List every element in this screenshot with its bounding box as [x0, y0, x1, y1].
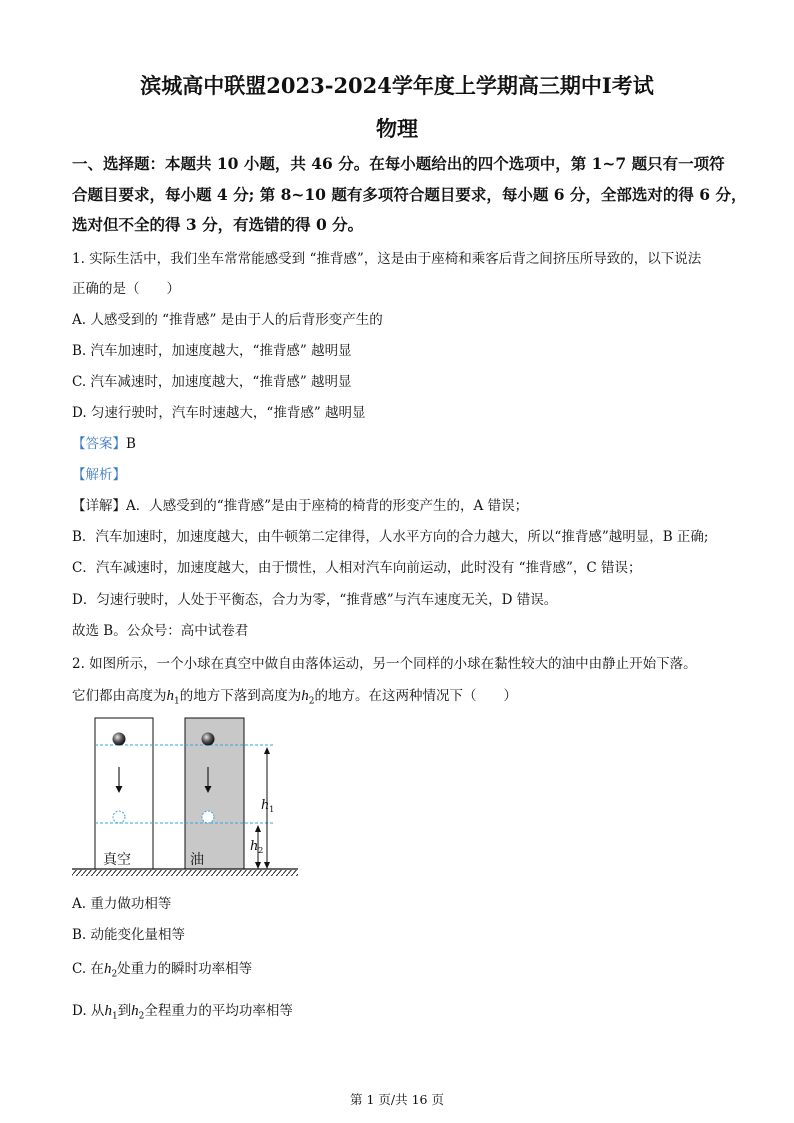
q2-option-d [72, 999, 293, 1022]
h2-symbol: h [301, 688, 309, 704]
vacuum-label: 真空 [103, 852, 131, 868]
h2-symbol: h [103, 961, 112, 977]
q2-option-d-text-a: D. 从 [72, 1003, 105, 1019]
ball-oil [202, 733, 215, 746]
h2-subscript: 2 [111, 969, 118, 980]
h2-label-subscript: 2 [258, 846, 264, 856]
ground-hatching [72, 870, 298, 876]
h2-symbol: h [131, 1003, 139, 1019]
q1-stem-line-2: 正确的是（ ） [72, 281, 180, 297]
q2-option-c-text-a: C. 在 [72, 961, 104, 977]
section-header-line-1: 一、选择题：本题共 10 小题，共 46 分。在每小题给出的四个选项中，第 1~7 题只有一项符 [72, 154, 725, 173]
oil-container [185, 718, 244, 869]
q2-stem-text-c: 的地方。在这两种情况下（ ） [314, 688, 517, 704]
q1-conclusion: 故选 B。公众号：高中试卷君 [72, 623, 249, 639]
q2-option-d-text-c: 全程重力的平均功率相等 [144, 1003, 293, 1019]
q2-option-a: A. 重力做功相等 [72, 896, 172, 912]
q2-option-c [72, 957, 252, 980]
subject-title: 物理 [376, 116, 418, 141]
ball-oil-end [202, 811, 214, 823]
h1-subscript: 1 [111, 1011, 118, 1022]
h2-subscript: 2 [138, 1011, 145, 1022]
section-header-line-2: 合题目要求，每小题 4 分; 第 8~10 题有多项符合题目要求，每小题 6 分，全部选对的得 6 分， [72, 185, 747, 204]
h2-subscript: 2 [308, 696, 315, 707]
q2-option-d-text-b: 到 [117, 1003, 132, 1019]
q1-detail-line-3: C．汽车减速时，加速度越大，由于惯性，人相对汽车向前运动，此时没有 “推背感”，C 错误； [72, 560, 642, 576]
oil-label: 油 [190, 852, 204, 868]
q1-option-c: C. 汽车减速时，加速度越大，“推背感” 越明显 [72, 374, 352, 390]
h1-symbol: h [104, 1003, 112, 1019]
q2-stem-text-a: 它们都由高度为 [72, 688, 167, 704]
q2-stem-text-b: 的地方下落到高度为 [179, 688, 302, 704]
q1-answer [72, 432, 136, 452]
q1-detail-line-2: B．汽车加速时，加速度越大，由牛顿第二定律得，人水平方向的合力越大，所以“推背感”越明显，B 正确; [72, 529, 709, 545]
answer-tag: 【答案】 [72, 436, 126, 452]
document-title: 滨城高中联盟2023-2024学年度上学期高三期中Ⅰ考试 [140, 73, 654, 98]
q2-option-b: B. 动能变化量相等 [72, 927, 186, 943]
q2-option-c-text-b: 处重力的瞬时功率相等 [117, 961, 253, 977]
q1-detail-line-4: D．匀速行驶时，人处于平衡态，合力为零，“推背感”与汽车速度无关，D 错误。 [72, 592, 558, 608]
q1-option-b: B. 汽车加速时，加速度越大，“推背感” 越明显 [72, 343, 352, 359]
h1-label: h [261, 798, 270, 813]
falling-ball-figure [68, 712, 308, 882]
ball-vacuum [113, 733, 126, 746]
analysis-tag: 【解析】 [72, 467, 126, 483]
q1-option-a: A. 人感受到的 “推背感” 是由于人的后背形变产生的 [72, 312, 383, 328]
page-number: 第 1 页/共 16 页 [350, 1092, 444, 1107]
q1-option-d: D. 匀速行驶时，汽车时速越大，“推背感” 越明显 [72, 405, 366, 421]
h2-label: h [250, 839, 259, 854]
q2-stem-line-2 [72, 684, 517, 707]
h1-subscript: 1 [174, 696, 180, 707]
q1-stem-line-1: 1. 实际生活中，我们坐车常常能感受到 “推背感”，这是由于座椅和乘客后背之间挤压所导致的，以下说法 [72, 251, 702, 267]
answer-value: B [126, 436, 136, 452]
h1-label-subscript: 1 [269, 805, 275, 815]
q1-detail-line-1: 【详解】A．人感受到的“推背感”是由于座椅的椅背的形变产生的，A 错误； [72, 498, 529, 514]
q2-stem-line-1: 2. 如图所示，一个小球在真空中做自由落体运动，另一个同样的小球在黏性较大的油中由静止开始下落。 [72, 656, 697, 672]
section-header-line-3: 选对但不全的得 3 分，有选错的得 0 分。 [72, 215, 364, 234]
h1-symbol: h [166, 688, 174, 704]
